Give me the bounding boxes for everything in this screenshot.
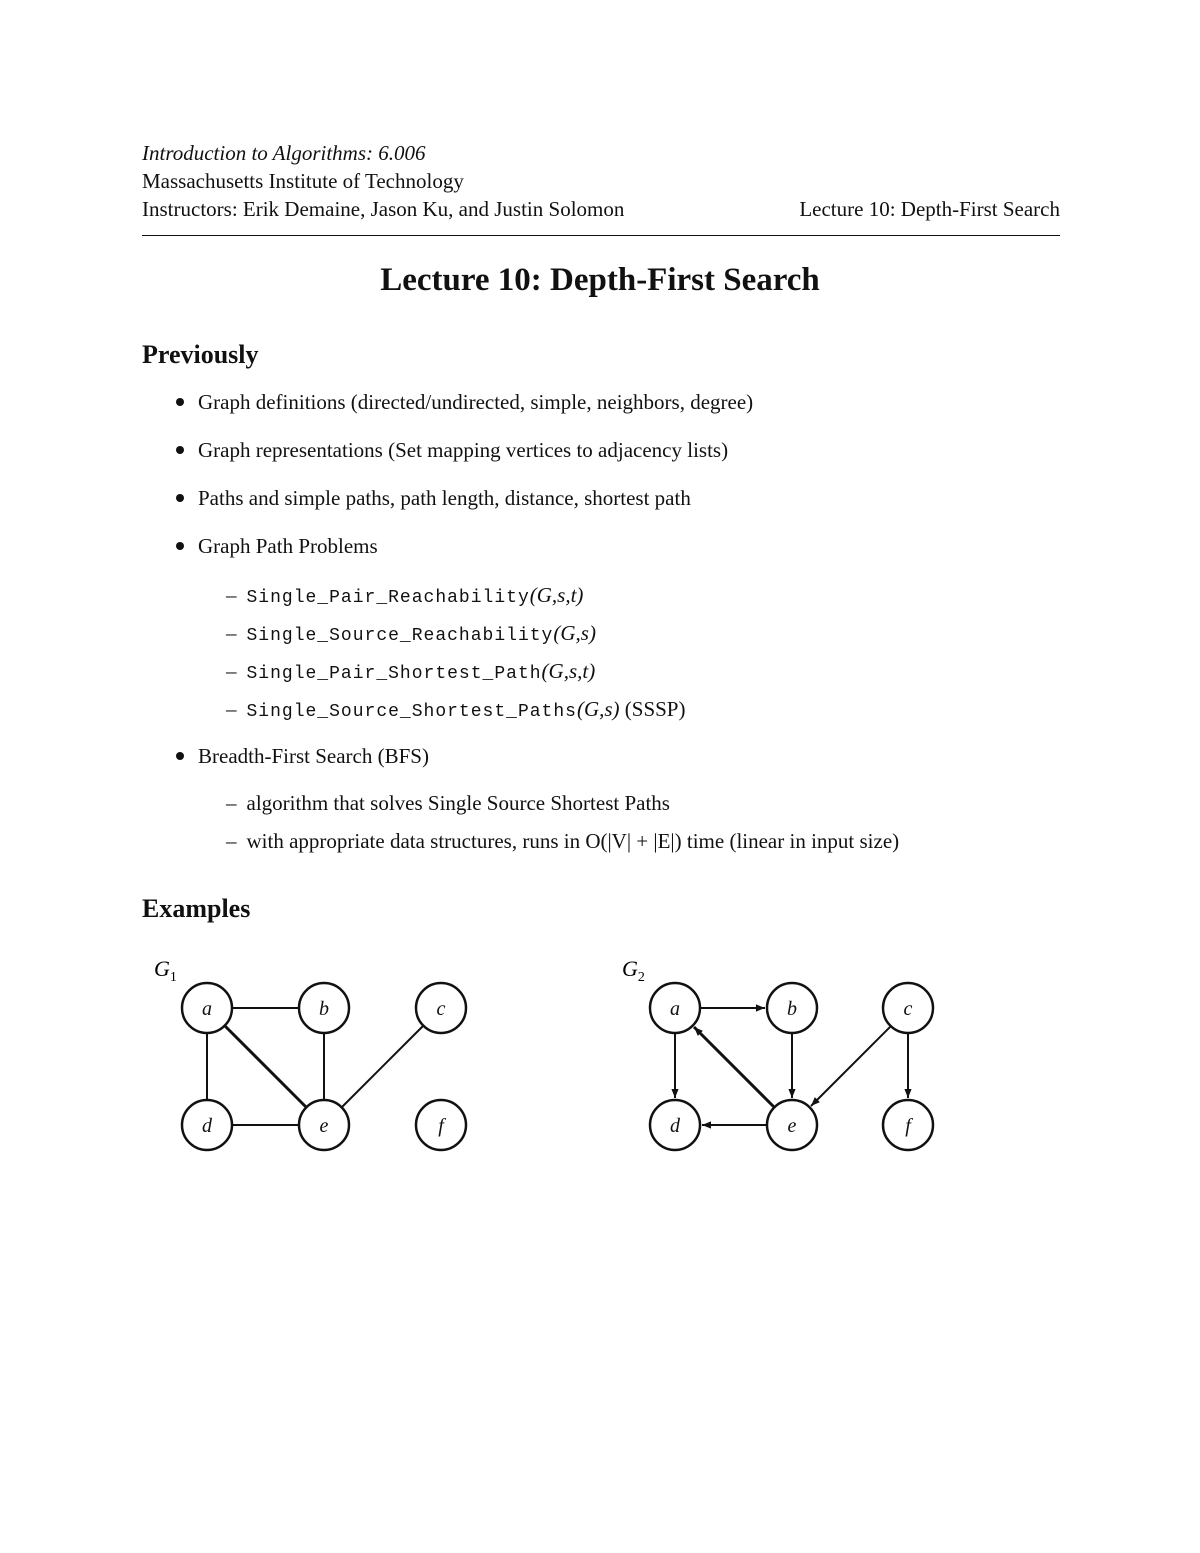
path-problem-item: – Single_Source_Reachability(G,s)	[226, 621, 596, 646]
path-problem-item: – Single_Pair_Shortest_Path(G,s,t)	[226, 659, 596, 684]
node-label: c	[903, 998, 913, 1020]
bullet-item	[176, 484, 691, 512]
function-name: Single_Pair_Reachability	[246, 588, 530, 608]
bfs-note: – algorithm that solves Single Source Shortest Paths	[226, 791, 670, 815]
function-name: Single_Source_Reachability	[246, 626, 554, 646]
path-problem-item: – Single_Pair_Reachability(G,s,t)	[226, 583, 584, 608]
bullet-dot	[176, 398, 184, 406]
lecture-title: Lecture 10: Depth-First Search	[380, 262, 820, 298]
function-args: (G,s)	[576, 697, 620, 721]
bullet-dot	[176, 446, 184, 454]
edge-a-e	[225, 1026, 306, 1107]
bullet-text: Breadth-First Search (BFS)	[198, 744, 429, 768]
edge-e-to-a	[694, 1027, 774, 1107]
bullet-dot	[176, 542, 184, 550]
function-args: (G,s,t)	[529, 583, 584, 607]
example-graphs	[0, 940, 1200, 1170]
path-problem-item: – Single_Source_Shortest_Paths(G,s) (SSSP)	[226, 697, 686, 722]
bullet-item	[176, 532, 378, 560]
bullet-dot	[176, 494, 184, 502]
bfs-note-text: with appropriate data structures, runs in O(|V| + |E|) time (linear in input size)	[246, 829, 900, 853]
function-args: (G,s)	[553, 621, 596, 645]
bfs-note-text: algorithm that solves Single Source Shortest Paths	[246, 791, 670, 815]
bfs-note: – with appropriate data structures, runs in O(|V| + |E|) time (linear in input size)	[226, 829, 900, 853]
node-label: d	[202, 1115, 212, 1137]
node-label: b	[787, 998, 797, 1020]
section-examples: Examples	[142, 894, 251, 923]
bullet-text: Paths and simple paths, path length, distance, shortest path	[198, 486, 691, 510]
node-label: d	[670, 1115, 680, 1137]
edge-c-e	[342, 1026, 423, 1107]
node-label: e	[787, 1115, 797, 1137]
page-header	[142, 139, 1060, 223]
function-note: (SSSP)	[624, 697, 686, 721]
bullet-text: Graph representations (Set mapping vertices to adjacency lists)	[198, 438, 729, 462]
node-label: a	[670, 998, 680, 1020]
edge-c-to-e	[811, 1026, 891, 1106]
section-previously: Previously	[142, 340, 259, 369]
node-label: a	[202, 998, 212, 1020]
node-label: f	[438, 1115, 444, 1137]
course-title: Introduction to Algorithms: 6.006	[142, 141, 426, 165]
node-label: e	[319, 1115, 329, 1137]
node-label: f	[905, 1115, 911, 1137]
header-row	[142, 195, 1060, 223]
header-rule	[142, 235, 1060, 236]
node-label: c	[436, 998, 446, 1020]
instructors: Instructors: Erik Demaine, Jason Ku, and Justin Solomon	[142, 197, 625, 221]
function-args: (G,s,t)	[541, 659, 596, 683]
bullet-text: Graph definitions (directed/undirected, simple, neighbors, degree)	[198, 390, 754, 414]
bullet-item	[176, 388, 753, 416]
bullet-text: Graph Path Problems	[198, 534, 378, 558]
node-label: b	[319, 998, 329, 1020]
bullet-dot	[176, 752, 184, 760]
bullet-item	[176, 742, 429, 770]
graph-label: $G_2$	[622, 956, 645, 985]
function-name: Single_Source_Shortest_Paths	[246, 702, 577, 722]
function-name: Single_Pair_Shortest_Path	[246, 664, 542, 684]
graph-g2	[622, 956, 933, 1150]
institution: Massachusetts Institute of Technology	[142, 169, 464, 193]
bullet-item	[176, 436, 728, 464]
lecture-ref: Lecture 10: Depth-First Search	[799, 197, 1060, 221]
graph-label: $G_1$	[154, 956, 177, 985]
graph-g1	[154, 956, 466, 1150]
